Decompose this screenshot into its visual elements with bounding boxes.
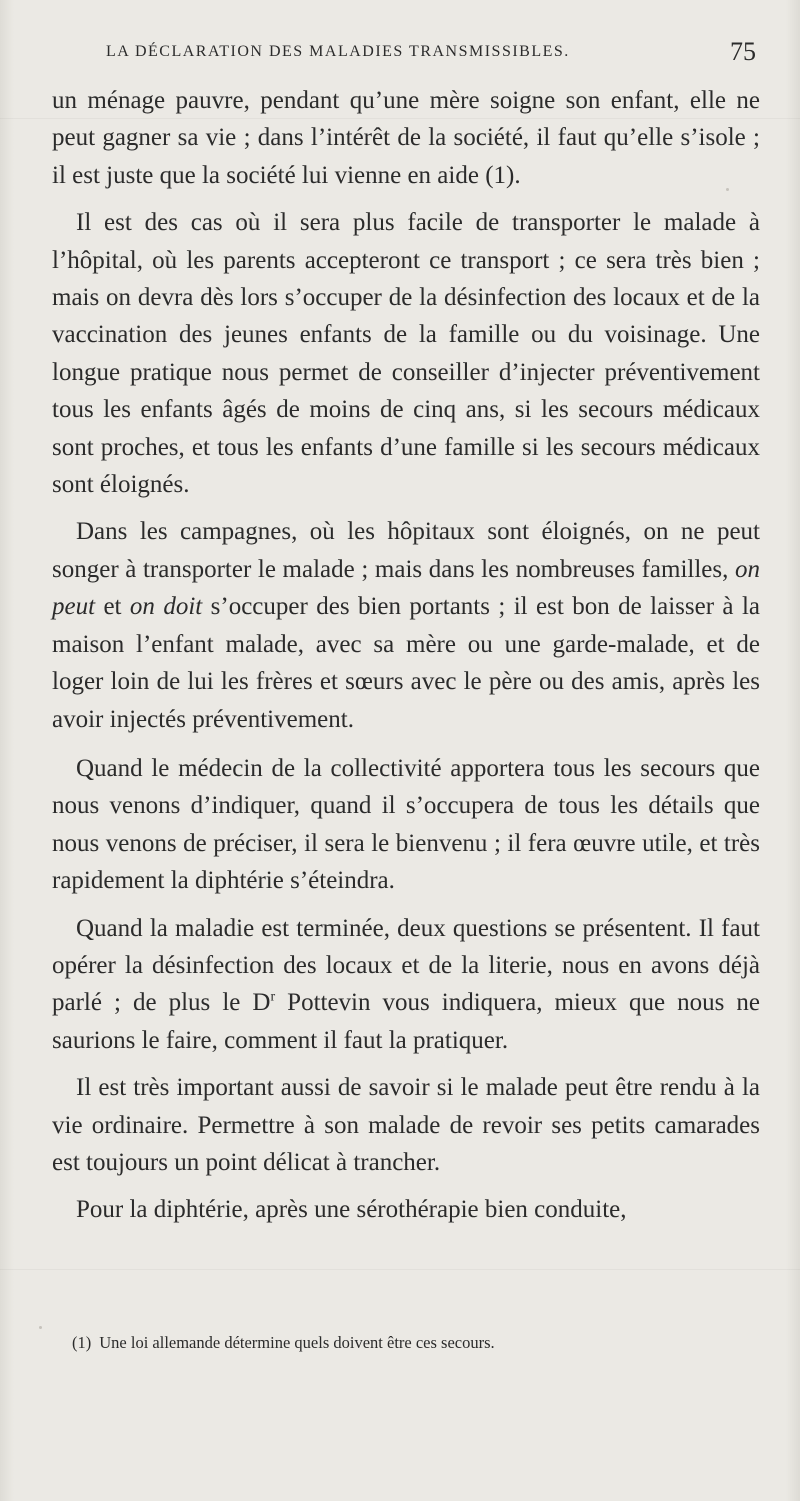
paragraph xyxy=(52,910,760,1060)
superscript-text: r xyxy=(270,990,276,1006)
page-header xyxy=(106,37,766,77)
paragraph xyxy=(52,204,760,503)
paragraph-text: Pour la diphtérie, après une sérothérapie bien conduite, xyxy=(76,1196,627,1224)
paragraph-text: un ménage pauvre, pendant qu’une mère soigne son enfant, elle ne peut gagner sa vie ; dans l’intérêt de la société, il faut qu’elle s’isole ; il est juste que la société lui vienne en aide (1). xyxy=(52,87,760,189)
paragraph-text: Quand la maladie est terminée, deux questions se présentent. Il faut opérer la désinfection des locaux et de la literie, nous en avons déjà parlé ; de plus le D xyxy=(52,914,760,1017)
emphasized-text: on doit xyxy=(129,593,203,621)
paragraph-text: s’occuper des bien portants ; il est bon de laisser à la maison l’enfant malade, avec sa mère ou une garde-malade, et de loger loin de lui les frères et sœurs avec le père ou des amis, après les avoir injectés préventivement. xyxy=(52,593,760,733)
main-text xyxy=(52,82,760,1239)
paragraph xyxy=(52,750,760,900)
paragraph-text: Il est très important aussi de savoir si le malade peut être rendu à la vie ordinaire. Permettre à son malade de revoir ses petits camarades est toujours un point délicat à trancher. xyxy=(52,1074,760,1176)
paragraph-text: Dans les campagnes, où les hôpitaux sont éloignés, on ne peut songer à transporter le malade ; mais dans les nombreuses familles, xyxy=(52,518,760,583)
footnote-text: Une loi allemande détermine quels doivent être ces secours. xyxy=(99,1333,495,1352)
running-head: LA DÉCLARATION DES MALADIES TRANSMISSIBLES. xyxy=(106,43,570,60)
scan-line xyxy=(0,1269,800,1270)
paragraph xyxy=(52,82,760,194)
paragraph-text: Quand le médecin de la collectivité apportera tous les secours que nous venons d’indiquer, quand il s’occupera de tous les détails que nous venons de préciser, il sera le bienvenu ; il fera œuvre utile, et très rapidement la diphtérie s’éteindra. xyxy=(52,754,760,895)
paragraph-text: et xyxy=(95,593,130,621)
footnote xyxy=(72,1331,762,1355)
paragraph xyxy=(52,1069,760,1181)
paragraph xyxy=(52,513,760,737)
emphasized-text: on peut xyxy=(52,555,760,621)
footnote-marker: (1) xyxy=(72,1333,92,1352)
paragraph xyxy=(52,1191,760,1228)
paragraph-text: Pottevin vous indiquera, mieux que nous ne saurions le faire, comment il faut la pratiquer. xyxy=(52,989,760,1054)
paragraph-text: Il est des cas où il sera plus facile de transporter le malade à l’hôpital, où les parents accepteront ce transport ; ce sera très bien ; mais on devra dès lors s’occuper de la désinfection des locaux et de la vaccination des jeunes enfants de la famille ou du voisinage. Une longue pratique nous permet de conseiller d’injecter préventivement tous les enfants âgés de moins de cinq ans, si les secours médicaux sont proches, et tous les enfants d’une famille si les secours médicaux sont éloignés. xyxy=(52,209,760,499)
page-number: 75 xyxy=(730,37,756,66)
scan-speck xyxy=(39,1326,42,1329)
